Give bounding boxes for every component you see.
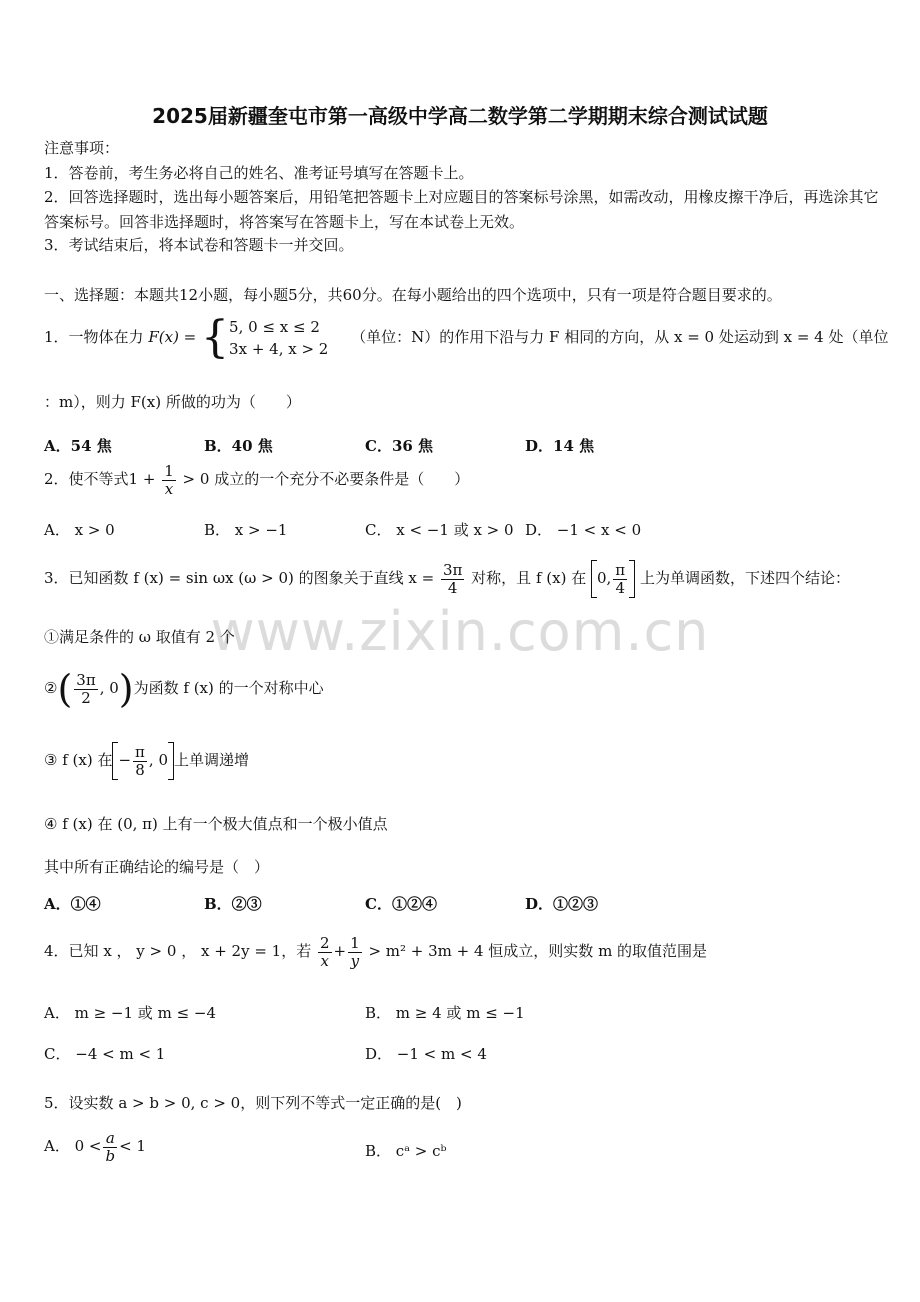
question-number: 1． <box>44 328 69 346</box>
q5-option-b[interactable]: B． cᵃ > cᵇ <box>365 1142 447 1160</box>
q1-option-a[interactable]: A．54 焦 <box>44 437 112 455</box>
question-text-continued: 上为单调函数，下述四个结论： <box>639 569 850 587</box>
numerator: 1 <box>350 934 360 952</box>
left-paren-icon: ( <box>57 667 73 711</box>
section-heading: 一、选择题：本题共12小题，每小题5分，共60分。在每小题给出的四个选项中，只有一项是符合题目要求的。 <box>44 286 782 304</box>
numerator: a <box>103 1130 117 1148</box>
q2-option-c[interactable]: C． x < −1 或 x > 0 <box>365 521 514 539</box>
denominator: b <box>105 1146 116 1165</box>
fraction <box>318 935 332 969</box>
conclusion-text: 为函数 f (x) 的一个对称中心 <box>133 679 324 697</box>
q1-option-c[interactable]: C．36 焦 <box>365 437 434 455</box>
question-4 <box>44 935 707 969</box>
question-text-continued: > 0 成立的一个充分不必要条件是（ ） <box>182 470 470 488</box>
fraction <box>74 672 97 706</box>
interval-right: , 0 <box>148 751 168 769</box>
watermark: www.zixin.com.cn <box>210 600 710 663</box>
plus-sign: + <box>333 942 347 960</box>
piecewise-cases <box>229 316 328 360</box>
conclusion-1: ①满足条件的 ω 取值有 2 个 <box>44 628 235 646</box>
option-text: < 1 <box>119 1137 146 1155</box>
numerator: 3π <box>442 561 463 579</box>
conclusion-4: ④ f (x) 在 (0, π) 上有一个极大值点和一个极小值点 <box>44 815 388 833</box>
numerator: 3π <box>76 671 96 689</box>
case-1: 5, 0 ≤ x ≤ 2 <box>229 318 320 336</box>
numerator: π <box>615 561 626 579</box>
right-paren-icon: ) <box>118 667 134 711</box>
question-3 <box>44 560 850 598</box>
question-1 <box>44 312 889 363</box>
q4-option-d[interactable]: D． −1 < m < 4 <box>365 1045 487 1063</box>
question-text: 一物体在力 <box>68 328 144 346</box>
q3-option-c[interactable]: C．①②④ <box>365 895 437 913</box>
case-2: 3x + 4, x > 2 <box>229 340 329 358</box>
question-2 <box>44 463 469 497</box>
notice-heading: 注意事项： <box>44 139 120 157</box>
conclusion-3 <box>44 742 249 780</box>
q2-option-b[interactable]: B． x > −1 <box>204 521 288 539</box>
question-1-tail: ：m），则力 F(x) 所做的功为（ ） <box>44 393 301 411</box>
q3-option-a[interactable]: A．①④ <box>44 895 101 913</box>
question-3-ask: 其中所有正确结论的编号是（ ） <box>44 858 270 876</box>
question-number: 4． <box>44 942 69 960</box>
function-name: F(x) = <box>148 328 197 346</box>
question-text-continued: （单位：N）的作用下沿与力 F 相同的方向，从 x = 0 处运动到 x = 4 处（单位 <box>351 328 889 346</box>
denominator: 4 <box>447 578 458 597</box>
q4-option-c[interactable]: C． −4 < m < 1 <box>44 1045 166 1063</box>
q4-option-b[interactable]: B． m ≥ 4 或 m ≤ −1 <box>365 1004 525 1022</box>
q2-option-a[interactable]: A． x > 0 <box>44 521 115 539</box>
numerator: 2 <box>319 934 330 952</box>
page-title: 2025届新疆奎屯市第一高级中学高二数学第二学期期末综合测试试题 <box>152 104 768 128</box>
q2-option-d[interactable]: D． −1 < x < 0 <box>525 521 642 539</box>
question-text: 设实数 a > b > 0, c > 0，则下列不等式一定正确的是( ) <box>68 1094 462 1112</box>
fraction <box>133 744 147 778</box>
question-text-continued: 对称，且 f (x) 在 <box>471 569 587 587</box>
fraction <box>441 562 464 596</box>
q4-option-a[interactable]: A． m ≥ −1 或 m ≤ −4 <box>44 1004 217 1022</box>
minus-sign: − <box>118 751 132 769</box>
right-bracket-icon <box>629 560 635 598</box>
option-label: A． 0 < <box>44 1137 102 1155</box>
fraction <box>162 463 176 497</box>
question-number: 5． <box>44 1094 69 1112</box>
point-coordinate: , 0 <box>99 679 119 697</box>
conclusion-text: ③ f (x) 在 <box>44 751 113 769</box>
q3-option-b[interactable]: B．②③ <box>204 895 262 913</box>
question-number: 2． <box>44 470 69 488</box>
numerator: 1 <box>164 462 174 480</box>
q3-option-d[interactable]: D．①②③ <box>525 895 599 913</box>
q1-option-b[interactable]: B．40 焦 <box>204 437 273 455</box>
interval-left: 0, <box>596 569 612 587</box>
denominator: y <box>350 951 360 970</box>
denominator: 8 <box>135 760 145 779</box>
question-number: 3． <box>44 569 69 587</box>
conclusion-2 <box>44 667 324 711</box>
q1-option-d[interactable]: D．14 焦 <box>525 437 595 455</box>
notice-item-2: 2．回答选择题时，选出每小题答案后，用铅笔把答题卡上对应题目的答案标号涂黑，如需改动，用橡皮擦干净后，再选涂其它答案标号。回答非选择题时，将答案写在答题卡上，写在本试卷上无效。 <box>44 188 879 231</box>
numerator: π <box>135 743 145 761</box>
question-text-continued: > m² + 3m + 4 恒成立，则实数 m 的取值范围是 <box>368 942 708 960</box>
denominator: 2 <box>81 688 91 707</box>
question-5 <box>44 1092 462 1113</box>
denominator: 4 <box>615 578 625 597</box>
question-text: 已知 x ， y > 0 ， x + 2y = 1，若 <box>68 942 312 960</box>
notice-item-3: 3．考试结束后，将本试卷和答题卡一并交回。 <box>44 236 354 254</box>
question-text: 使不等式1 + <box>68 470 156 488</box>
conclusion-marker: ② <box>44 679 58 697</box>
notice-item-1: 1．答卷前，考生务必将自己的姓名、准考证号填写在答题卡上。 <box>44 164 474 182</box>
question-text: 已知函数 f (x) = sin ωx (ω > 0) 的图象关于直线 x = <box>68 569 435 587</box>
fraction <box>348 935 362 969</box>
fraction <box>613 562 627 596</box>
denominator: x <box>164 479 174 498</box>
fraction <box>103 1130 117 1164</box>
q5-option-a[interactable] <box>44 1130 146 1164</box>
brace-icon: { <box>201 312 230 363</box>
denominator: x <box>320 951 329 970</box>
conclusion-text: 上单调递增 <box>174 751 250 769</box>
